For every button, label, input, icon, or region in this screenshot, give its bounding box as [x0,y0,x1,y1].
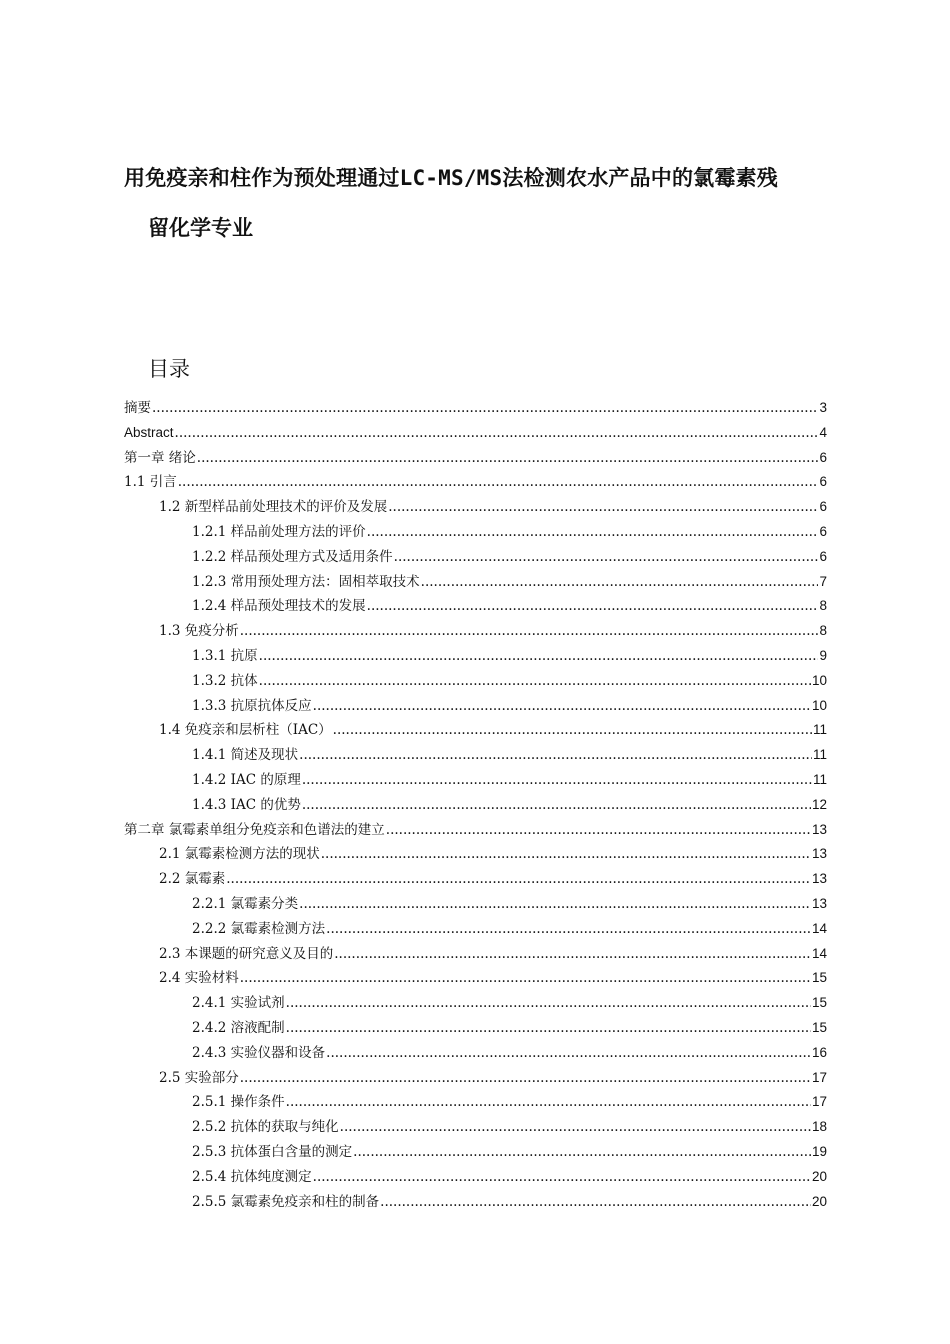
toc-leader-dots [286,1016,811,1041]
toc-leader-dots [197,446,819,471]
toc-entry-page: 14 [811,920,827,936]
toc-entry[interactable] [124,545,827,570]
toc-entry[interactable] [124,1016,827,1041]
toc-entry-page: 17 [811,1094,827,1110]
toc-entry[interactable] [124,1140,827,1165]
toc-entry-page: 6 [819,523,827,539]
toc-entry[interactable] [124,942,827,967]
toc-entry-page: 6 [819,499,827,515]
toc-entry[interactable] [124,421,827,446]
toc-leader-dots [259,644,819,669]
toc-entry[interactable] [124,570,827,595]
toc-entry-title: 2.4.1 实验试剂 [192,995,285,1012]
toc-entry[interactable] [124,1190,827,1215]
toc-entry-title: 1.4.2 IAC 的原理 [192,771,301,788]
toc-entry[interactable] [124,520,827,545]
toc-entry-page: 19 [811,1143,827,1159]
toc-entry-title: 2.1 氯霉素检测方法的现状 [159,846,320,863]
toc-entry-page: 11 [812,722,827,738]
toc-entry-title: 2.5 实验部分 [159,1069,239,1086]
toc-leader-dots [240,966,811,991]
toc-leader-dots [178,470,819,495]
toc-leader-dots [226,867,811,892]
document-title-line1: 用免疫亲和柱作为预处理通过LC-MS/MS法检测农水产品中的氯霉素残 [124,166,778,190]
toc-entry-title: 1.2.1 样品前处理方法的评价 [192,523,366,540]
toc-entry-title: 1.4.3 IAC 的优势 [192,796,301,813]
toc-entry-title: Abstract [124,424,174,440]
toc-entry[interactable] [124,446,827,471]
toc-entry-title: 2.4.2 溶液配制 [192,1019,285,1036]
toc-entry-page: 13 [811,871,827,887]
toc-leader-dots [299,892,811,917]
toc-leader-dots [286,1090,811,1115]
toc-entry[interactable] [124,917,827,942]
toc-leader-dots [299,743,812,768]
toc-leader-dots [388,495,818,520]
toc-entry-page: 10 [811,672,827,688]
toc-leader-dots [321,842,811,867]
toc-entry[interactable] [124,991,827,1016]
toc-entry[interactable] [124,867,827,892]
toc-leader-dots [259,669,811,694]
toc-entry-page: 13 [811,895,827,911]
toc-entry-page: 20 [811,1193,827,1209]
toc-entry-page: 7 [819,573,827,589]
toc-entry[interactable] [124,694,827,719]
toc-entry[interactable] [124,1165,827,1190]
toc-entry[interactable] [124,495,827,520]
toc-entry-title: 1.1 引言 [124,474,177,491]
toc-entry-title: 2.4 实验材料 [159,970,239,987]
toc-leader-dots [333,718,812,743]
toc-entry[interactable] [124,619,827,644]
toc-entry-page: 6 [819,548,827,564]
toc-entry-title: 2.5.4 抗体纯度测定 [192,1168,312,1185]
toc-leader-dots [386,818,811,843]
toc-entry[interactable] [124,793,827,818]
toc-entry[interactable] [124,644,827,669]
toc-leader-dots [394,545,819,570]
toc-entry-title: 1.3.2 抗体 [192,672,258,689]
toc-entry-page: 15 [811,995,827,1011]
toc-entry[interactable] [124,718,827,743]
toc-entry-page: 12 [811,796,827,812]
toc-leader-dots [286,991,811,1016]
toc-entry[interactable] [124,818,827,843]
toc-entry-page: 6 [819,449,827,465]
toc-entry[interactable] [124,743,827,768]
toc-entry-page: 11 [812,747,827,763]
toc-leader-dots [367,520,819,545]
toc-entry-page: 6 [819,474,827,490]
toc-entry[interactable] [124,892,827,917]
toc-entry-page: 11 [812,771,827,787]
toc-entry-page: 13 [811,821,827,837]
toc-entry[interactable] [124,1066,827,1091]
toc-entry-title: 1.4 免疫亲和层析柱（IAC） [159,722,332,739]
toc-entry-title: 2.2 氯霉素 [159,871,226,888]
toc-leader-dots [313,694,811,719]
toc-entry-page: 15 [811,1019,827,1035]
document-title-line2: 留化学专业 [148,216,253,240]
toc-entry-title: 摘要 [124,400,151,416]
toc-entry-page: 4 [819,424,827,440]
toc-entry[interactable] [124,768,827,793]
toc-entry-title: 2.2.2 氯霉素检测方法 [192,920,326,937]
toc-leader-dots [334,942,811,967]
toc-entry-page: 20 [811,1168,827,1184]
toc-entry[interactable] [124,1041,827,1066]
toc-leader-dots [152,396,818,421]
toc-leader-dots [302,793,811,818]
toc-entry[interactable] [124,966,827,991]
toc-leader-dots [326,1041,811,1066]
toc-entry[interactable] [124,669,827,694]
toc-leader-dots [240,619,819,644]
toc-entry-title: 2.5.3 抗体蛋白含量的测定 [192,1143,353,1160]
toc-entry[interactable] [124,1090,827,1115]
toc-entry-page: 15 [811,970,827,986]
toc-entry-title: 2.3 本课题的研究意义及目的 [159,945,334,962]
toc-entry-title: 1.2 新型样品前处理技术的评价及发展 [159,499,388,516]
toc-leader-dots [313,1165,811,1190]
toc-heading: 目录 [148,357,190,381]
table-of-contents [124,396,827,1214]
toc-entry-title: 2.2.1 氯霉素分类 [192,895,299,912]
toc-entry-page: 14 [811,945,827,961]
toc-leader-dots [326,917,811,942]
toc-leader-dots [302,768,812,793]
toc-entry-title: 1.3 免疫分析 [159,623,239,640]
toc-entry-page: 13 [811,846,827,862]
toc-entry-title: 2.5.2 抗体的获取与纯化 [192,1119,339,1136]
toc-entry[interactable] [124,396,827,421]
toc-entry-title: 1.2.2 样品预处理方式及适用条件 [192,548,393,565]
toc-leader-dots [380,1190,811,1215]
toc-entry-title: 第二章 氯霉素单组分免疫亲和色谱法的建立 [124,821,385,838]
toc-leader-dots [240,1066,811,1091]
toc-entry-page: 18 [811,1119,827,1135]
toc-leader-dots [340,1115,811,1140]
toc-entry[interactable] [124,1115,827,1140]
toc-leader-dots [367,594,819,619]
toc-entry-page: 17 [811,1069,827,1085]
toc-entry-title: 2.4.3 实验仪器和设备 [192,1044,326,1061]
toc-entry-title: 1.2.4 样品预处理技术的发展 [192,598,366,615]
toc-entry-title: 2.5.1 操作条件 [192,1094,285,1111]
toc-entry-page: 3 [819,400,827,415]
toc-leader-dots [175,421,819,446]
toc-entry-page: 8 [819,598,827,614]
toc-entry-title: 1.4.1 简述及现状 [192,747,299,764]
toc-entry-page: 8 [819,623,827,639]
toc-entry-page: 10 [811,697,827,713]
toc-entry-title: 第一章 绪论 [124,449,196,466]
toc-entry-title: 1.3.3 抗原抗体反应 [192,697,312,714]
toc-entry-title: 1.2.3 常用预处理方法：固相萃取技术 [192,573,420,590]
toc-leader-dots [421,570,819,595]
toc-entry[interactable] [124,470,827,495]
toc-entry-page: 9 [819,647,827,663]
toc-entry[interactable] [124,842,827,867]
toc-entry[interactable] [124,594,827,619]
toc-entry-title: 1.3.1 抗原 [192,647,258,664]
toc-entry-title: 2.5.5 氯霉素免疫亲和柱的制备 [192,1193,380,1210]
toc-leader-dots [353,1140,811,1165]
toc-entry-page: 16 [811,1044,827,1060]
